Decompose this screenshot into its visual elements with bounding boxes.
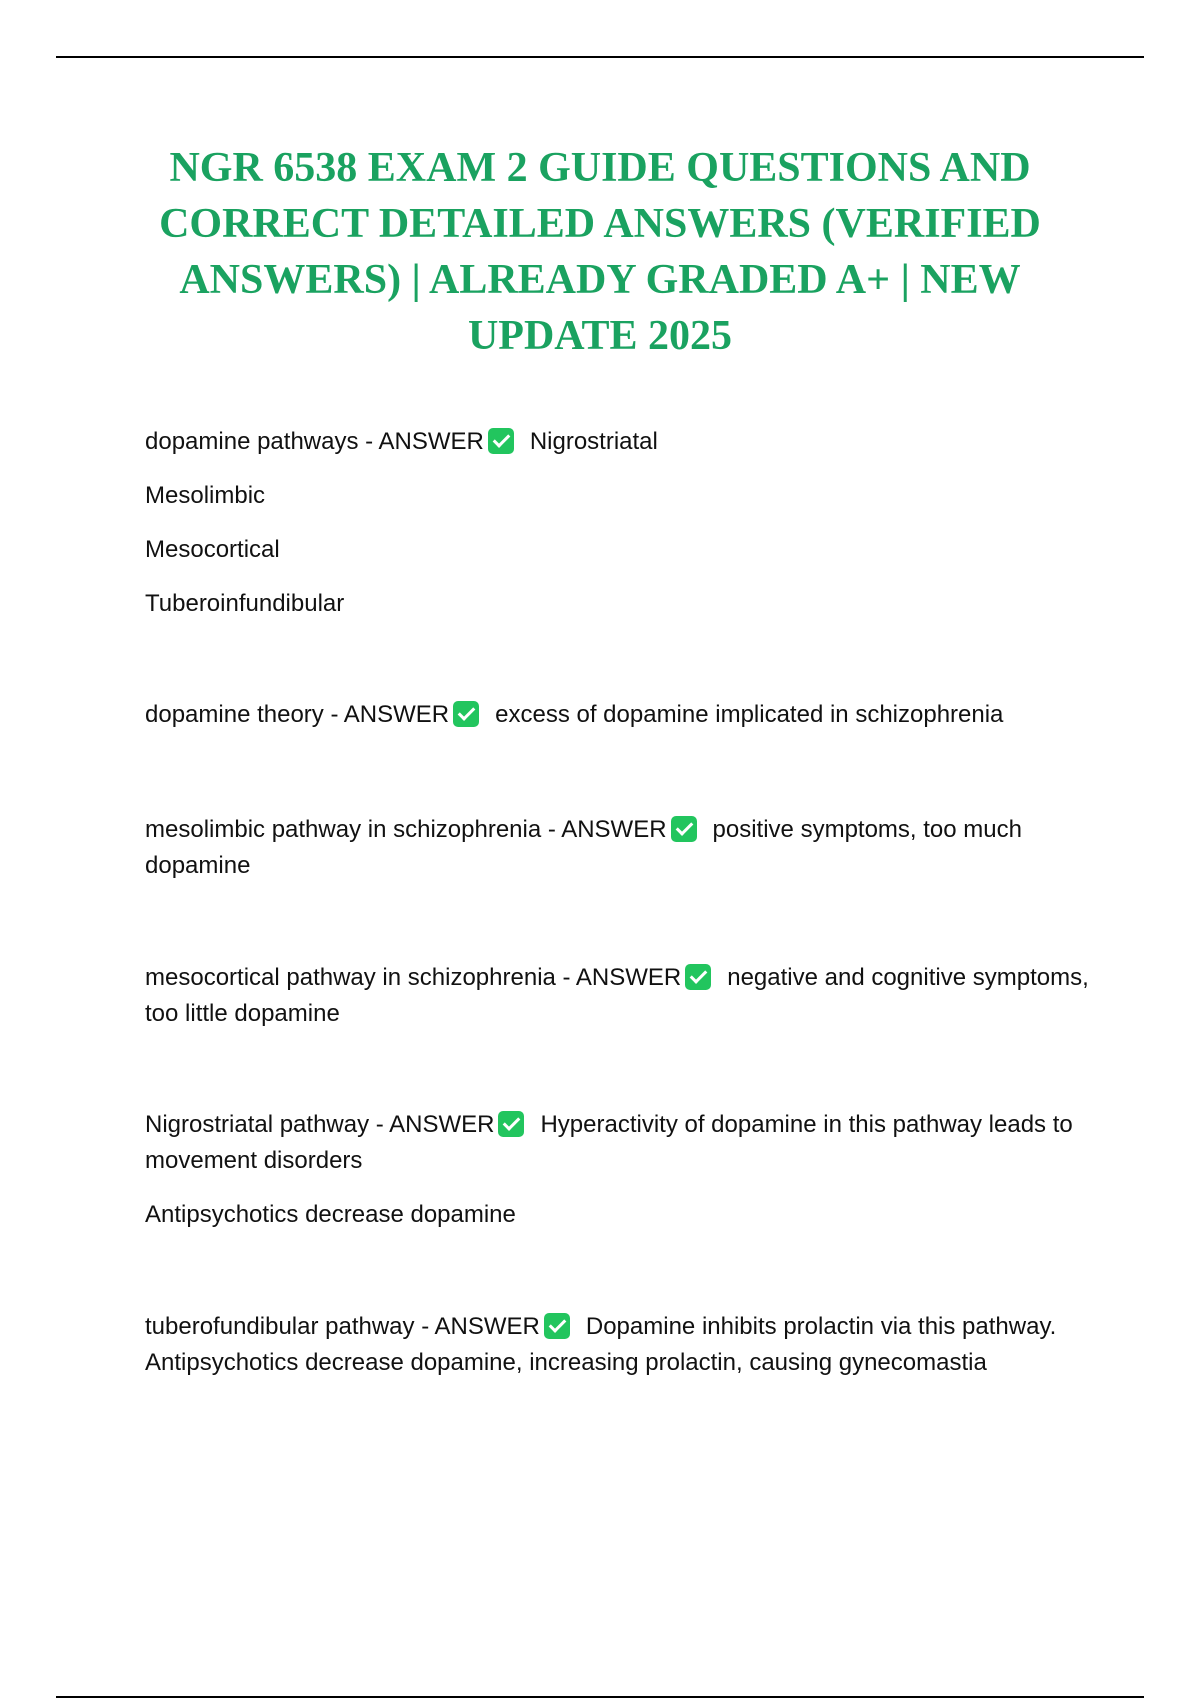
check-square-icon [453, 701, 479, 727]
qa-item [145, 960, 1095, 1032]
qa-item [145, 812, 1095, 884]
qa-first-line [145, 960, 1095, 1032]
qa-extra-line: Antipsychotics decrease dopamine [145, 1201, 516, 1228]
document-title: NGR 6538 EXAM 2 GUIDE QUESTIONS AND CORRECT DETAILED ANSWERS (VERIFIED ANSWERS) | ALREADY GRADED A+ | NEW UPDATE 2025 [159, 145, 1041, 359]
qa-question: mesolimbic pathway in schizophrenia - ANSWER [145, 816, 667, 843]
qa-question: tuberofundibular pathway - ANSWER [145, 1313, 540, 1340]
qa-answer: positive symptoms, too much dopamine [145, 816, 1022, 879]
qa-answer: Dopamine inhibits prolactin via this pathway. Antipsychotics decrease dopamine, increasing prolactin, causing gynecomastia [145, 1313, 1057, 1376]
check-square-icon [685, 964, 711, 990]
qa-question: Nigrostriatal pathway - ANSWER [145, 1111, 495, 1138]
qa-item [145, 1107, 1095, 1233]
footer-rule [56, 1696, 1144, 1698]
qa-question: mesocortical pathway in schizophrenia - ANSWER [145, 964, 682, 991]
qa-first-line [145, 1107, 1095, 1179]
qa-answer: Hyperactivity of dopamine in this pathway leads to movement disorders [145, 1111, 1073, 1174]
check-square-icon [671, 816, 697, 842]
qa-answer: negative and cognitive symptoms, too little dopamine [145, 964, 1089, 1027]
qa-extra-line: Tuberoinfundibular [145, 590, 345, 617]
qa-item [145, 1309, 1095, 1381]
qa-question: dopamine theory - ANSWER [145, 701, 450, 728]
qa-first-line [145, 812, 1095, 884]
check-square-icon [488, 428, 514, 454]
qa-answer: Nigrostriatal [529, 428, 658, 455]
qa-extra-line: Mesolimbic [145, 482, 266, 509]
qa-first-line [145, 1309, 1095, 1381]
qa-first-line [145, 697, 1095, 733]
check-square-icon [498, 1111, 524, 1137]
qa-first-line [145, 424, 1095, 460]
qa-question: dopamine pathways - ANSWER [145, 428, 484, 455]
qa-item [145, 424, 1095, 622]
header-rule [56, 56, 1144, 58]
qa-extra-line: Mesocortical [145, 536, 280, 563]
check-square-icon [544, 1313, 570, 1339]
qa-answer: excess of dopamine implicated in schizophrenia [495, 701, 1004, 728]
qa-item [145, 697, 1095, 733]
